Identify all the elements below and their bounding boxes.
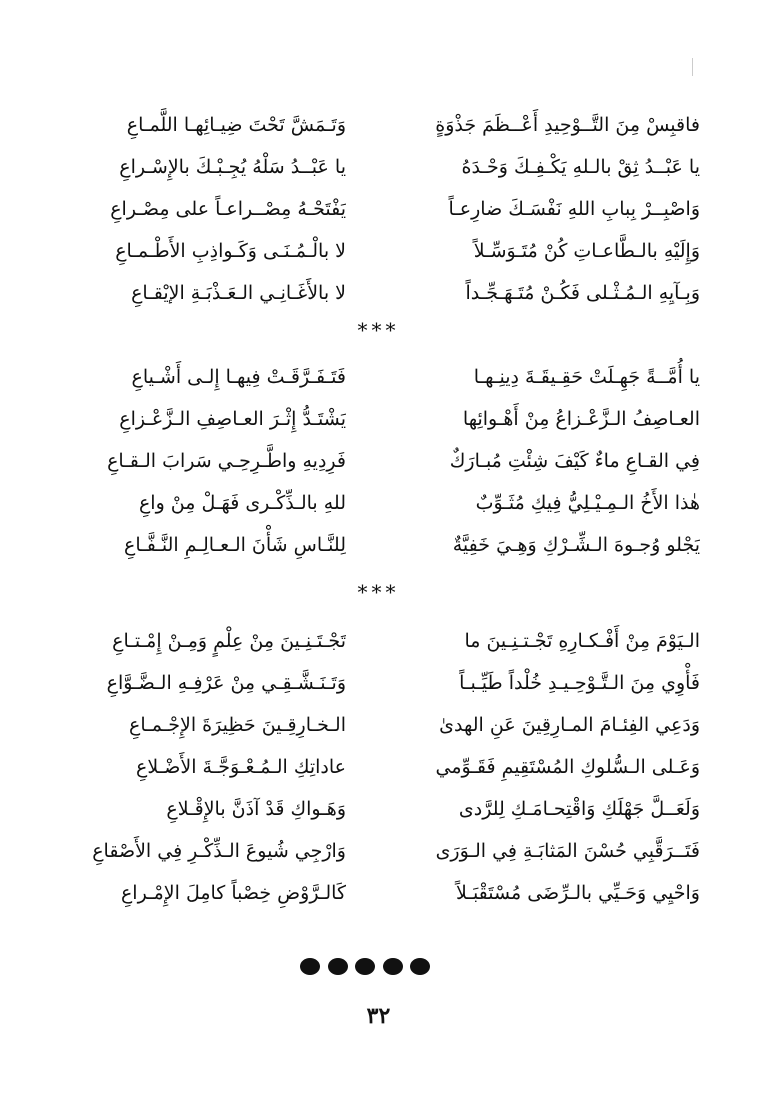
verse-row xyxy=(0,482,757,524)
verse-row xyxy=(0,620,757,662)
verse-second-hemistich: يَشْتَـدُّ إِثْـرَ العـاصِفِ الـزَّعْـزاعِ xyxy=(119,408,346,430)
verse-second-hemistich: لا بالأَغَـانِـي الـعَـذْبَـةِ الإيْقـاعِ xyxy=(131,282,346,304)
ornament-dot xyxy=(383,958,403,975)
verse-row xyxy=(0,524,757,566)
verse-row xyxy=(0,704,757,746)
section-divider: *** xyxy=(357,318,400,342)
verse-row xyxy=(0,356,757,398)
end-ornament xyxy=(300,956,430,976)
verse-first-hemistich: يا عَبْــدُ ثِقْ بالـلهِ يَكْـفِـكَ وَحْـدَهُ xyxy=(461,156,700,178)
verse-first-hemistich: وَاحْيِي وَحَـيِّي بالـرِّضَى مُسْتَقْبَـلاً xyxy=(456,882,700,904)
verse-second-hemistich: وَتَـنَـشَّـقِـي مِنْ عَرْفِـهِ الـضَّـوَّاعِ xyxy=(106,672,346,694)
verse-row xyxy=(0,230,757,272)
verse-row xyxy=(0,146,757,188)
verse-second-hemistich: عاداتِكِ الـمُـعْـوَجَّـةَ الأَضْـلاعِ xyxy=(136,756,346,778)
verse-row xyxy=(0,188,757,230)
verse-first-hemistich: فاقبِسْ مِنَ التَّــوْحِيدِ أَعْــظَمَ جَذْوَةٍ xyxy=(435,114,700,136)
verse-first-hemistich: فَتَــرَقَّبِي حُسْنَ المَثابَـةِ فِي الـوَرَى xyxy=(435,840,700,862)
verse-first-hemistich: العـاصِفُ الـزَّعْـزاعُ مِنْ أَهْـوائِها xyxy=(462,408,700,430)
ornament-dot xyxy=(328,958,348,975)
verse-row xyxy=(0,398,757,440)
verse-second-hemistich: كَالـرَّوْضِ خِصْباً كامِلَ الإِمْـراعِ xyxy=(120,882,346,904)
verse-second-hemistich: فَرِدِيهِ واطَّـرِحِـي سَرابَ الـقـاعِ xyxy=(107,450,346,472)
verse-first-hemistich: وَعَـلى الـسُّلوكِ المُسْتَقِيمِ فَقَـوِّمي xyxy=(435,756,700,778)
margin-mark xyxy=(692,58,693,76)
verse-row xyxy=(0,104,757,146)
verse-first-hemistich: وَدَعِي الفِئـامَ المـارِقِينَ عَنِ الهدىٰ xyxy=(439,714,700,736)
verse-second-hemistich: تَجْـتَـنِـينَ مِنْ عِلْمٍ وَمِـنْ إِمْـتـاعِ xyxy=(112,630,346,652)
verse-second-hemistich: لا بالْـمُـنَـى وَكَـواذِبِ الأَطْـمـاعِ xyxy=(115,240,346,262)
stanza-1 xyxy=(0,104,757,314)
verse-first-hemistich: وَاصْبِــرْ بِبابِ اللهِ نَفْسَـكَ ضارِعـاً xyxy=(448,198,700,220)
verse-second-hemistich: يا عَبْــدُ سَلْهُ يُجِـبْـكَ بالإِسْـراعِ xyxy=(119,156,346,178)
verse-first-hemistich: وَبِـآيِهِ الـمُـثْـلى فَكُـنْ مُتَـهَـجِّـداً xyxy=(465,282,700,304)
verse-second-hemistich: فَتَـفَـرَّقَـتْ فِيهـا إِلـى أَشْـياعِ xyxy=(131,366,346,388)
verse-row xyxy=(0,662,757,704)
verse-first-hemistich: فَأْوِي مِنَ الـتَّـوْحِـيـدِ خُلْداً طَيِّـبـاً xyxy=(459,672,700,694)
verse-row xyxy=(0,830,757,872)
verse-row xyxy=(0,440,757,482)
verse-first-hemistich: فِي القـاعِ ماءٌ كَيْفَ شِئْتِ مُبـارَكٌ xyxy=(449,450,700,472)
verse-row xyxy=(0,272,757,314)
verse-row xyxy=(0,788,757,830)
section-divider: *** xyxy=(357,580,400,604)
stanza-3 xyxy=(0,620,757,914)
verse-first-hemistich: وَإِلَيْهِ بالـطَّاعـاتِ كُنْ مُتَـوَسِّـلاً xyxy=(473,240,700,262)
stanza-2 xyxy=(0,356,757,566)
verse-second-hemistich: وَتَـمَشَّ تَحْتَ ضِيـائِهـا اللَّمـاعِ xyxy=(126,114,346,136)
verse-first-hemistich: هٰذا الأَخُ الـمِـيْـلِيُّ فِيكِ مُثَـوِّبٌ xyxy=(475,492,700,514)
verse-second-hemistich: يَفْتَحْـهُ مِصْــراعـاً على مِصْـراعِ xyxy=(110,198,346,220)
verse-second-hemistich: وَهَـواكِ قَدْ آذَنَّ بالإِقْـلاعِ xyxy=(166,798,346,820)
ornament-dot xyxy=(410,958,430,975)
verse-first-hemistich: وَلَعَــلَّ جَهْلَكِ وَاقْتِحـامَـكِ لِلرَّدى xyxy=(458,798,700,820)
verse-row xyxy=(0,872,757,914)
verse-second-hemistich: للهِ بالـذِّكْـرى فَهَـلْ مِنْ واعِ xyxy=(138,492,346,514)
verse-first-hemistich: الـيَوْمَ مِنْ أَفْـكـارِهِ تَجْـتـنِـينَ ما xyxy=(464,630,700,652)
verse-second-hemistich: لِلنَّـاسِ شَأْنَ الـعـالِـمِ النَّـفَّـاعِ xyxy=(124,534,346,556)
verse-first-hemistich: يَجْلو وُجـوهَ الـشِّـرْكِ وَهِـيَ خَفِيَّةٌ xyxy=(452,534,700,556)
page-number: ٣٢ xyxy=(366,1003,391,1029)
ornament-dot xyxy=(300,958,320,975)
verse-row xyxy=(0,746,757,788)
verse-first-hemistich: يا أُمَّــةً جَهِـلَتْ حَقِـيقَـةَ دِينِـهـا xyxy=(473,366,700,388)
verse-second-hemistich: الـخـارِقِـينَ حَظِيرَةَ الإِجْـمـاعِ xyxy=(129,714,346,736)
verse-second-hemistich: وَارْجِي شُيوعَ الـذِّكْـرِ فِي الأَصْقاعِ xyxy=(92,840,346,862)
ornament-dot xyxy=(355,958,375,975)
